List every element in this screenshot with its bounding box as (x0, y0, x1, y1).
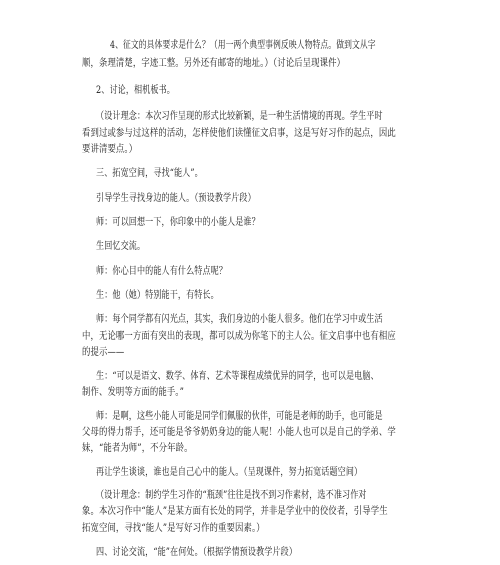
text-line: 中，无论哪一方面有突出的表现，都可以成为你笔下的主人公。征文启事中也有相应 (82, 329, 396, 342)
text-line: 师：你心目中的能人有什么特点呢？ (96, 264, 228, 277)
text-line: 生：他（她）特别能干，有特长。 (96, 288, 219, 301)
text-line: 妹，“能者为师”，不分年龄。 (82, 442, 193, 455)
text-line: 三、拓宽空间，寻找“能人”。 (96, 167, 203, 180)
text-line: 再让学生谈谈，谁也是自己心中的能人。（呈现课件，努力拓宽话题空间） (96, 465, 363, 478)
text-line: （设计理念：制约学生习作的“瓶颈”往往是找不到习作素材，选不准习作对 (96, 489, 367, 502)
text-line: 要讲清要点。） (82, 142, 138, 155)
text-line: 看到过或参与过这样的活动，怎样使他们读懂征文启事，这是写好习作的起点，因此 (82, 126, 396, 139)
text-line: 4、征文的具体要求是什么？（用一两个典型事例反映人物特点。做到文从字 (110, 39, 376, 51)
text-line: 四、讨论交流，“能”在何处。（根据学情预设教学片段） (96, 546, 298, 558)
text-line: 生回忆交流。 (96, 240, 146, 253)
text-line: 象。本次习作中“能人”是某方面有长处的同学，并非是学业中的佼佼者，引导学生 (82, 505, 388, 518)
text-line: 拓宽空间，寻找“能人”是写好习作的重要因素。） (82, 521, 265, 534)
text-line: 父母的得力帮手，还可能是爷爷奶奶身边的能人呢！小能人也可以是自己的学弟、学 (82, 426, 396, 438)
text-line: 2、讨论，相机板书。 (96, 84, 175, 97)
text-line: 师：可以回想一下，你印象中的小能人是谁？ (96, 215, 260, 228)
text-line: 顺，条理清楚，字迹工整。另外还有邮寄的地址。）（讨论后呈现课件） (82, 57, 346, 69)
text-line: （设计理念：本次习作呈现的形式比较新颖，是一种生活情境的再现。学生平时 (96, 110, 383, 123)
text-line: 引导学生寻找身边的能人。（预设教学片段） (96, 191, 256, 204)
text-line: 师：每个同学都有闪光点，其实，我们身边的小能人很多。他们在学习中或生活 (96, 313, 383, 326)
text-line: 师：是啊，这些小能人可能是同学们佩服的伙伴，可能是老师的助手，也可能是 (96, 409, 383, 422)
text-line: 制作、发明等方面的能手。” (82, 386, 185, 399)
text-line: 生：“可以是语文、数学、体育、艺术等课程成绩优异的同学，也可以是电脑、 (96, 370, 379, 383)
text-line: 的提示—— (82, 345, 125, 358)
